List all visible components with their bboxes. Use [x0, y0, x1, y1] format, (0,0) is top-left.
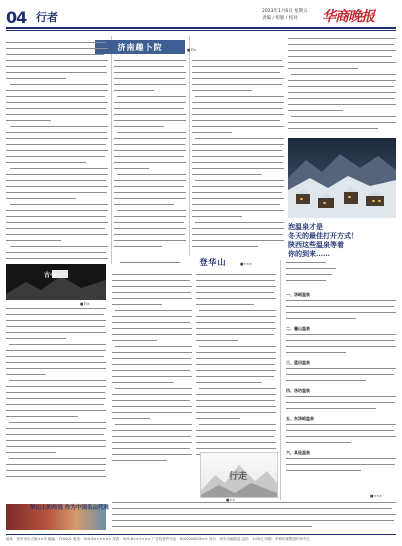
- list-subhead: 三、蓝田温泉: [286, 360, 310, 365]
- article-body-column-4: [288, 36, 396, 136]
- editor-line: 责编 / 组版 / 校对: [262, 16, 298, 21]
- caption-line: 泡温泉才是: [288, 222, 323, 231]
- photo-caption: [288, 222, 396, 258]
- feature-photo-title: 古今: [44, 272, 57, 279]
- caption-line: 你的到来……: [288, 249, 330, 258]
- snow-village-photo: [288, 138, 396, 218]
- article-title: 济南趣卜院: [117, 42, 163, 52]
- column-separator: [280, 260, 281, 500]
- hot-spring-list: [286, 262, 396, 492]
- ink-title: 行走: [229, 472, 248, 482]
- footer-info: 地址：西安市东大街××号 邮编：710001 电话：029-8×××××× 传真：029-8×××××× 广告经营许可证：6100004000×× 发行：西安市邮政局 定价：1.00元 印刷：华商传媒集团印务中心: [6, 537, 310, 541]
- article-body-column-5: [6, 308, 106, 498]
- mountain-silhouette: [288, 138, 396, 218]
- article-body-column-1: [6, 36, 108, 262]
- article-body-column-3: [192, 60, 284, 260]
- date-line: 2023年1月6日 星期五: [262, 9, 308, 14]
- article-author: ■刘×: [80, 302, 90, 306]
- article-author: ■××: [226, 498, 236, 502]
- article-body-column-6: [112, 274, 192, 498]
- footer-rule: [6, 534, 396, 535]
- article-author: ■×××: [240, 262, 253, 266]
- masthead-logo: 华商晚报: [322, 9, 374, 25]
- article-title-box: [188, 256, 238, 269]
- caption-line: 陕西这些温泉等着: [288, 240, 344, 249]
- list-subhead: 六、其他温泉: [286, 450, 310, 455]
- bottom-article-title: 华山上的传说 作为中国名山代表: [30, 505, 109, 511]
- column-separator: [189, 36, 190, 264]
- ink-wash-illustration: [200, 452, 278, 498]
- header-rule-thin: [6, 30, 396, 31]
- list-subhead: 一、汤峪温泉: [286, 292, 310, 297]
- header-rule: [6, 27, 396, 29]
- list-subhead: 四、汤坊温泉: [286, 388, 310, 393]
- page-number: 04: [6, 8, 27, 27]
- column-separator: [111, 36, 112, 264]
- divider: [120, 262, 180, 263]
- article-title: 登华山: [199, 257, 227, 267]
- article-title-box: [95, 40, 185, 54]
- column-name: 行者: [36, 11, 58, 24]
- list-subhead: 五、东汤峪温泉: [286, 416, 314, 421]
- article-author: ■×××: [370, 494, 383, 498]
- article-author: ■刘×: [187, 48, 197, 52]
- article-body-column-2: [114, 60, 186, 262]
- caption-line: 冬天的最佳打开方式！: [288, 231, 358, 240]
- bottom-article-body: [112, 500, 396, 530]
- list-subhead: 二、骊山温泉: [286, 326, 310, 331]
